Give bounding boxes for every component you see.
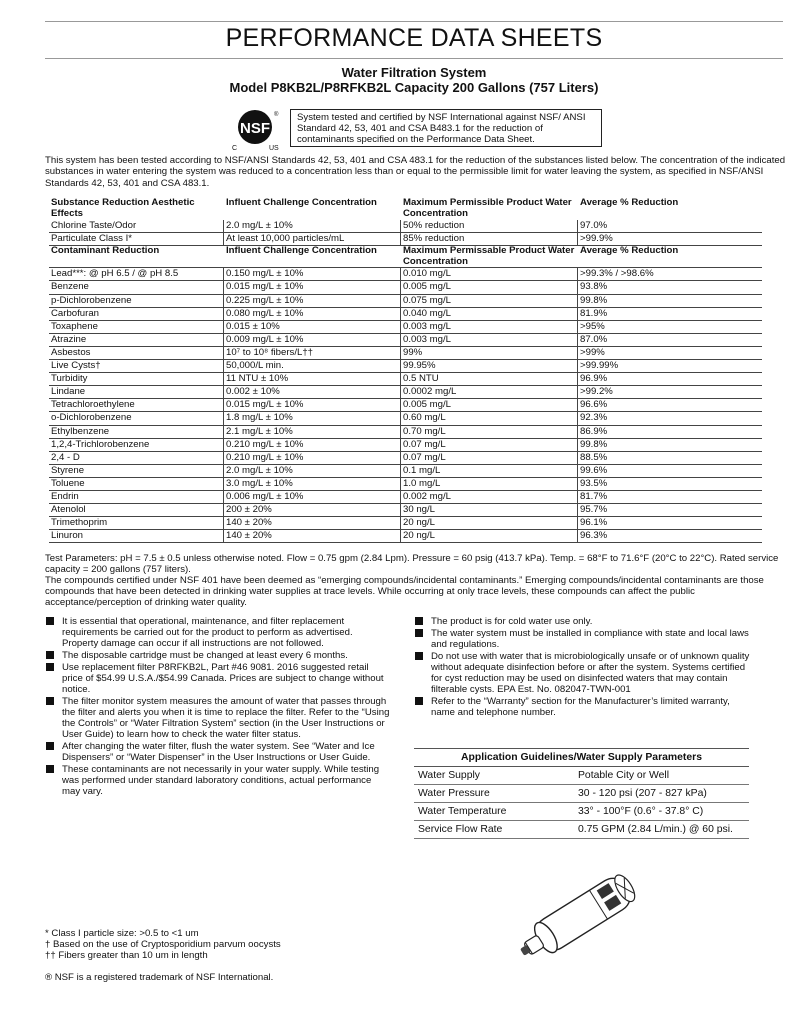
list-item: [45, 616, 390, 649]
table-row-cell: Tetrachloroethylene: [49, 399, 224, 412]
table-row-cell: 0.5 NTU: [401, 373, 578, 386]
list-item: [414, 651, 754, 695]
table-row-cell: 0.07 mg/L: [401, 438, 578, 451]
application-row-label: Water Pressure: [418, 788, 490, 799]
table-row-cell: 200 ± 20%: [224, 504, 401, 517]
table-row: [49, 464, 762, 477]
table-row-cell: 99.6%: [578, 464, 763, 477]
table-row-cell: 0.002 mg/L: [401, 490, 578, 503]
list-item: [414, 696, 754, 718]
table-row-cell: Toxaphene: [49, 320, 224, 333]
square-bullet-icon: [415, 617, 423, 625]
application-row-label: Water Temperature: [418, 806, 507, 817]
nsf-logo-registered: ®: [274, 112, 279, 118]
list-item-text: The product is for cold water use only.: [431, 616, 593, 627]
square-bullet-icon: [415, 652, 423, 660]
table-row-cell: 86.9%: [578, 425, 763, 438]
table-row: [49, 530, 762, 543]
table-row-cell: 3.0 mg/L ± 10%: [224, 477, 401, 490]
table-row: [49, 232, 762, 245]
nsf-certification-box: System tested and certified by NSF International against NSF/ ANSI Standard 42, 53, 401 and CSA B483.1 for the reduction of contaminants specified on the Performance Data Sheet.: [290, 109, 602, 147]
square-bullet-icon: [415, 697, 423, 705]
page-subtitle: [45, 65, 783, 95]
table-row-cell: 0.003 mg/L: [401, 333, 578, 346]
table-row-cell: Carbofuran: [49, 307, 224, 320]
table-row-cell: 81.9%: [578, 307, 763, 320]
table-row: [49, 220, 762, 233]
nsf-trademark-note: ® NSF is a registered trademark of NSF International.: [45, 972, 274, 983]
square-bullet-icon: [46, 617, 54, 625]
aesthetic-header-row: [49, 198, 762, 220]
table-row-cell: 97.0%: [578, 220, 763, 233]
contaminant-header-row-cell: Contaminant Reduction: [49, 245, 224, 268]
footnote-fibers: †† Fibers greater than 10 um in length: [45, 950, 208, 961]
table-row-cell: Lindane: [49, 386, 224, 399]
water-filter-icon: [508, 857, 658, 967]
table-row: [49, 412, 762, 425]
application-row-value: Potable City or Well: [578, 770, 670, 781]
application-row-label: Water Supply: [418, 770, 480, 781]
list-item: [45, 650, 390, 661]
table-row-cell: 0.005 mg/L: [401, 399, 578, 412]
table-row-cell: >99.9%: [578, 232, 763, 245]
test-parameters-line: Test Parameters: pH = 7.5 ± 0.5 unless otherwise noted. Flow = 0.75 gpm (2.84 Lpm). Pressure = 60 psig (413.7 kPa). Temp. = 68°F to 71.6°F (20°C to 22°C). Rated service capacity = 200 gallons (757 liters).: [45, 553, 779, 575]
application-row: [414, 803, 749, 821]
list-item-text: These contaminants are not necessarily in your water supply. While testing was performed under standard laboratory conditions, actual performance may vary.: [62, 764, 380, 797]
table-row-cell: >99.3% / >98.6%: [578, 268, 763, 281]
emerging-compounds-note: The compounds certified under NSF 401 have been deemed as “emerging compounds/incidental contaminants.” Emerging compounds/incidental contaminants are those compounds that have been detected in drinking water supplies at trace levels. While occurring at only trace levels, these compounds can affect the public acceptance/perception of drinking water quality.: [45, 575, 764, 608]
table-row: [49, 425, 762, 438]
table-row-cell: 0.003 mg/L: [401, 320, 578, 333]
table-row-cell: Toluene: [49, 477, 224, 490]
square-bullet-icon: [415, 629, 423, 637]
table-row-cell: Asbestos: [49, 346, 224, 359]
table-row-cell: 88.5%: [578, 451, 763, 464]
table-row-cell: Chlorine Taste/Odor: [49, 220, 224, 233]
table-row-cell: 92.3%: [578, 412, 763, 425]
table-row-cell: 0.080 mg/L ± 10%: [224, 307, 401, 320]
table-row: [49, 360, 762, 373]
table-row: [49, 477, 762, 490]
table-row-cell: 0.002 ± 10%: [224, 386, 401, 399]
list-item-text: The disposable cartridge must be changed at least every 6 months.: [62, 650, 348, 661]
nsf-logo-text: NSF: [240, 120, 270, 137]
table-row: [49, 386, 762, 399]
square-bullet-icon: [46, 765, 54, 773]
table-row: [49, 268, 762, 281]
square-bullet-icon: [46, 663, 54, 671]
table-row: [49, 294, 762, 307]
table-row-cell: 140 ± 20%: [224, 530, 401, 543]
table-row-cell: 0.015 mg/L ± 10%: [224, 281, 401, 294]
bullet-list-right: [414, 616, 754, 719]
table-row-cell: 96.6%: [578, 399, 763, 412]
table-row-cell: >99.99%: [578, 360, 763, 373]
table-row-cell: 2.0 mg/L ± 10%: [224, 220, 401, 233]
table-row-cell: p-Dichlorobenzene: [49, 294, 224, 307]
table-row-cell: 2.0 mg/L ± 10%: [224, 464, 401, 477]
list-item-text: Do not use with water that is microbiologically unsafe or of unknown quality without adequate disinfection before or after the system. Systems certified for cyst reduction may be used on disinfected waters that may contain filterable cysts. EPA Est. No. 082047-TWN-001: [431, 651, 750, 695]
subtitle-model: Model P8KB2L/P8RFKB2L Capacity 200 Gallons (757 Liters): [229, 80, 599, 95]
application-guidelines-title: Application Guidelines/Water Supply Parameters: [414, 748, 749, 767]
aesthetic-header-row-cell: Influent Challenge Concentration: [226, 197, 377, 208]
nsf-logo-icon: [226, 107, 284, 153]
list-item-text: After changing the water filter, flush the water system. See “Water and Ice Dispensers” or “Water Dispenser” in the User Instructions or User Guide.: [62, 741, 375, 763]
table-row-cell: 96.9%: [578, 373, 763, 386]
table-row-cell: Particulate Class I*: [49, 232, 224, 245]
table-row-cell: 93.5%: [578, 477, 763, 490]
table-row: [49, 504, 762, 517]
contaminant-header-row-cell: Maximum Permissable Product Water Concentration: [401, 245, 578, 268]
table-row-cell: Atenolol: [49, 504, 224, 517]
table-row-cell: 2,4 - D: [49, 451, 224, 464]
table-row-cell: Ethylbenzene: [49, 425, 224, 438]
table-row: [49, 490, 762, 503]
subtitle-system: Water Filtration System: [341, 65, 487, 80]
application-row-value: 0.75 GPM (2.84 L/min.) @ 60 psi.: [578, 824, 733, 835]
square-bullet-icon: [46, 742, 54, 750]
table-row-cell: 50% reduction: [401, 220, 578, 233]
table-row: [49, 320, 762, 333]
table-row-cell: 0.70 mg/L: [401, 425, 578, 438]
table-row-cell: 99.95%: [401, 360, 578, 373]
table-row-cell: 0.07 mg/L: [401, 451, 578, 464]
table-row-cell: >99%: [578, 346, 763, 359]
list-item: [45, 764, 390, 797]
list-item: [45, 696, 390, 740]
table-row-cell: Live Cysts†: [49, 360, 224, 373]
table-row-cell: 0.015 ± 10%: [224, 320, 401, 333]
table-row-cell: 93.8%: [578, 281, 763, 294]
list-item-text: Refer to the “Warranty” section for the Manufacturer’s limited warranty, name and telephone number.: [431, 696, 730, 718]
table-row-cell: Trimethoprim: [49, 517, 224, 530]
table-row-cell: 50,000/L min.: [224, 360, 401, 373]
list-item: [414, 616, 754, 627]
table-row-cell: 96.3%: [578, 530, 763, 543]
table-row-cell: Lead***: @ pH 6.5 / @ pH 8.5: [49, 268, 224, 281]
test-parameters: [45, 553, 787, 608]
table-row-cell: 0.006 mg/L ± 10%: [224, 490, 401, 503]
table-row-cell: 0.0002 mg/L: [401, 386, 578, 399]
table-row-cell: Endrin: [49, 490, 224, 503]
table-row-cell: 1.0 mg/L: [401, 477, 578, 490]
list-item: [45, 662, 390, 695]
nsf-logo-c: C: [232, 145, 238, 152]
table-row-cell: 0.075 mg/L: [401, 294, 578, 307]
table-row-cell: >95%: [578, 320, 763, 333]
table-row-cell: At least 10,000 particles/mL: [224, 232, 401, 245]
table-row: [49, 333, 762, 346]
table-row-cell: 10⁷ to 10⁸ fibers/L††: [224, 346, 401, 359]
table-row-cell: 0.010 mg/L: [401, 268, 578, 281]
square-bullet-icon: [46, 697, 54, 705]
application-row-value: 30 - 120 psi (207 - 827 kPa): [578, 788, 707, 799]
list-item-text: The filter monitor system measures the amount of water that passes through the filter and alerts you when it is time to replace the filter. Refer to the “Using the Controls” or “Water Filtration System” section (in the User Instructions or User Guide) to learn how to check the water filter status.: [62, 696, 390, 740]
table-row: [49, 307, 762, 320]
table-row-cell: Benzene: [49, 281, 224, 294]
contaminant-header-row-cell: Influent Challenge Concentration: [224, 245, 401, 268]
table-row: [49, 281, 762, 294]
table-row-cell: 0.1 mg/L: [401, 464, 578, 477]
table-row-cell: 20 ng/L: [401, 517, 578, 530]
title-rule: [45, 58, 783, 59]
table-row-cell: 0.225 mg/L ± 10%: [224, 294, 401, 307]
table-row-cell: 95.7%: [578, 504, 763, 517]
performance-table: [49, 198, 762, 543]
table-row: [49, 451, 762, 464]
application-row: [414, 767, 749, 785]
table-row-cell: 0.60 mg/L: [401, 412, 578, 425]
application-guidelines: [414, 748, 749, 839]
square-bullet-icon: [46, 651, 54, 659]
table-row-cell: Turbidity: [49, 373, 224, 386]
table-row-cell: 96.1%: [578, 517, 763, 530]
table-row-cell: Atrazine: [49, 333, 224, 346]
table-row-cell: 81.7%: [578, 490, 763, 503]
list-item-text: It is essential that operational, maintenance, and filter replacement requirements be carried out for the product to perform as advertised. Property damage can occur if all instructions are not followed.: [62, 616, 353, 649]
table-row-cell: 1.8 mg/L ± 10%: [224, 412, 401, 425]
table-row-cell: 11 NTU ± 10%: [224, 373, 401, 386]
table-row: [49, 373, 762, 386]
table-row: [49, 438, 762, 451]
table-row-cell: 0.210 mg/L ± 10%: [224, 438, 401, 451]
footnotes: [45, 928, 281, 961]
footnote-cysts: † Based on the use of Cryptosporidium parvum oocysts: [45, 939, 281, 950]
table-row-cell: Linuron: [49, 530, 224, 543]
table-row-cell: 99%: [401, 346, 578, 359]
table-row-cell: >99.2%: [578, 386, 763, 399]
application-row-value: 33° - 100°F (0.6° - 37.8° C): [578, 806, 704, 817]
table-row-cell: 140 ± 20%: [224, 517, 401, 530]
contaminant-header-row: [49, 245, 762, 268]
table-row-cell: 99.8%: [578, 438, 763, 451]
nsf-logo-us: US: [269, 145, 279, 152]
table-row: [49, 346, 762, 359]
list-item: [45, 741, 390, 763]
table-row-cell: 0.040 mg/L: [401, 307, 578, 320]
table-row-cell: 0.005 mg/L: [401, 281, 578, 294]
table-row-cell: 0.150 mg/L ± 10%: [224, 268, 401, 281]
table-row-cell: 0.009 mg/L ± 10%: [224, 333, 401, 346]
table-row-cell: 99.8%: [578, 294, 763, 307]
table-row-cell: 0.210 mg/L ± 10%: [224, 451, 401, 464]
bullet-list-left: [45, 616, 390, 798]
aesthetic-header-row-cell: Average % Reduction: [580, 197, 679, 208]
list-item: [414, 628, 754, 650]
application-row: [414, 785, 749, 803]
page-title: PERFORMANCE DATA SHEETS: [225, 24, 603, 52]
list-item-text: Use replacement filter P8RFKB2L, Part #46 9081. 2016 suggested retail price of $54.99 U.S.A./$54.99 Canada. Prices are subject to change without notice.: [62, 662, 384, 695]
table-row-cell: 20 ng/L: [401, 530, 578, 543]
table-row-cell: 85% reduction: [401, 232, 578, 245]
aesthetic-header-row-cell: Substance Reduction Aesthetic Effects: [51, 197, 195, 219]
table-row-cell: 0.015 mg/L ± 10%: [224, 399, 401, 412]
table-row: [49, 399, 762, 412]
table-row-cell: Styrene: [49, 464, 224, 477]
table-row-cell: 2.1 mg/L ± 10%: [224, 425, 401, 438]
table-row: [49, 517, 762, 530]
application-row-label: Service Flow Rate: [418, 824, 503, 835]
contaminant-header-row-cell: Average % Reduction: [578, 245, 763, 268]
table-row-cell: 87.0%: [578, 333, 763, 346]
top-rule: [45, 21, 783, 22]
aesthetic-header-row-cell: Maximum Permissible Product Water Concentration: [403, 197, 572, 219]
table-row-cell: o-Dichlorobenzene: [49, 412, 224, 425]
table-row-cell: 1,2,4-Trichlorobenzene: [49, 438, 224, 451]
intro-paragraph: This system has been tested according to NSF/ANSI Standards 42, 53, 401 and CSA 483.1 for the reduction of the substances listed below. The concentration of the indicated substances in water entering the system was reduced to a concentration less than or equal to the permissible limit for water leaving the system, as specified in NSF/ANSI Standards 42, 53, 401 and CSA 483.1.: [45, 155, 786, 189]
footnote-particle-size: * Class I particle size: >0.5 to <1 um: [45, 928, 199, 939]
list-item-text: The water system must be installed in compliance with state and local laws and regulations.: [431, 628, 749, 650]
table-row-cell: 30 ng/L: [401, 504, 578, 517]
application-row: [414, 821, 749, 839]
